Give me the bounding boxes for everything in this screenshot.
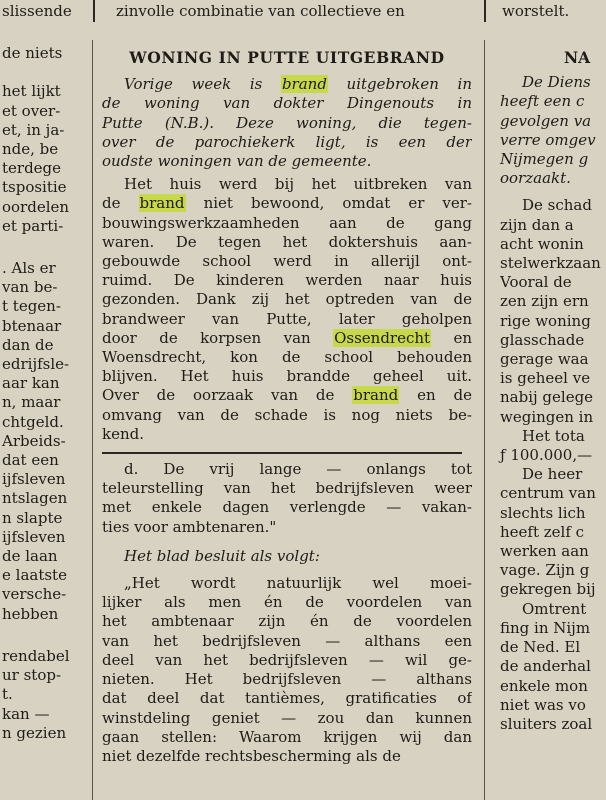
left-column-line: ijfsleven <box>2 527 66 546</box>
lead-line <box>102 114 472 133</box>
quote-line: van het bedrijfsleven — althans een <box>102 631 472 650</box>
right-column-body-line: rige woning <box>500 311 591 330</box>
body-text: brandweer van Putte, later geholpen <box>102 309 472 328</box>
body-line <box>102 425 472 444</box>
article-body <box>102 175 472 444</box>
body-text: Het huis werd bij het uitbreken van <box>124 175 472 194</box>
left-column-line: e laatste <box>2 566 67 585</box>
right-column-body-line: nabij gelege <box>500 388 594 407</box>
article-column <box>102 46 472 766</box>
article-headline: WONING IN PUTTE UITGEBRAND <box>129 48 445 67</box>
right-column-body-line: Vooral de <box>500 273 572 292</box>
right-column-body-line: ƒ 100.000,— <box>500 446 593 465</box>
right-column-lead-line: verre omgev <box>500 130 596 149</box>
left-column-line <box>0 63 80 82</box>
left-column-line: edrijfsle- <box>2 355 70 374</box>
body-text: Woensdrecht, kon de school behouden <box>102 348 472 367</box>
left-column-line: oordelen <box>2 197 70 216</box>
body-text: de <box>102 194 139 213</box>
quote-line: „Het wordt natuurlijk wel moei- <box>124 574 472 593</box>
right-column-lead-line: De Diens <box>522 73 591 92</box>
lead-line <box>102 133 472 152</box>
body-line <box>102 252 472 271</box>
right-column-body-line: sluiters zoal <box>500 714 593 733</box>
body-line <box>102 406 472 425</box>
body-text: en <box>431 328 472 347</box>
left-column-gap <box>0 236 80 259</box>
left-column-line: et parti- <box>2 216 64 235</box>
left-column-line: rendabel <box>2 646 70 665</box>
body-text: gebouwde school werd in allerijl ont- <box>102 252 472 271</box>
right-column-body-line: De heer <box>522 465 583 484</box>
right-column-body-line: De schad <box>522 196 592 215</box>
body-text: niet bewoond, omdat er ver- <box>185 194 472 213</box>
body-text: omvang van de schade is nog niets be- <box>102 405 472 424</box>
lead-text: oudste woningen van de gemeente. <box>102 152 372 171</box>
right-column-lead-line: oorzaakt. <box>500 169 571 188</box>
right-column-body-line: centrum van <box>500 484 596 503</box>
top-strip-divider-1 <box>93 0 95 22</box>
body-text: Over de oorzaak van de <box>102 386 353 405</box>
quote-line: winstdeling geniet — zou dan kunnen <box>102 708 472 727</box>
left-column <box>0 44 80 743</box>
lead-text: uitgebroken in <box>327 75 472 94</box>
right-column-body-line: glasschade <box>500 330 585 349</box>
continuation-paragraph <box>102 460 472 537</box>
right-column-body-line: fing in Nijm <box>500 618 591 637</box>
right-column-body-line: gerage waa <box>500 350 589 369</box>
left-column-line: chtgeld. <box>2 412 64 431</box>
column-rule-right <box>484 40 485 800</box>
body-text: kend. <box>102 424 144 443</box>
left-column-line: t tegen- <box>2 297 61 316</box>
left-column-line: ur stop- <box>2 666 62 685</box>
right-column-body-line: slechts lich <box>500 503 586 522</box>
right-column-headline: NA <box>564 48 591 67</box>
lead-line <box>102 75 472 94</box>
body-line <box>102 194 472 213</box>
left-column-line: btenaar <box>2 316 62 335</box>
left-column-line: terdege <box>2 159 62 178</box>
right-column-body-line: werken aan <box>500 542 589 561</box>
top-strip-right: worstelt. <box>502 2 570 20</box>
highlighted-term: brand <box>281 75 327 94</box>
right-column-body-line: vage. Zijn g <box>500 561 590 580</box>
left-column-line: et over- <box>2 101 61 120</box>
body-line <box>102 367 472 386</box>
right-column-body-line: Omtrent <box>522 599 587 618</box>
body-line <box>102 348 472 367</box>
top-strip-left: slissende <box>2 2 72 20</box>
continuation-line: ties voor ambtenaren." <box>102 517 277 536</box>
body-text: door de korpsen van <box>102 328 334 347</box>
highlighted-term: brand <box>353 386 399 405</box>
right-column-gap <box>494 188 606 196</box>
right-column-body-line: heeft zelf c <box>500 522 585 541</box>
right-column-body-line: acht wonin <box>500 234 584 253</box>
right-column-lead-line: Nijmegen g <box>500 150 589 169</box>
body-line <box>102 290 472 309</box>
highlighted-term: brand <box>139 194 185 213</box>
body-line <box>102 175 472 194</box>
quote-line: deel van het bedrijfsleven — wil ge- <box>102 650 472 669</box>
body-text: bouwingswerkzaamheden aan de gang <box>102 213 472 232</box>
lead-text: Putte (N.B.). Deze woning, die tegen- <box>102 113 472 132</box>
left-column-line: het lijkt <box>2 82 61 101</box>
left-column-line: dat een <box>2 451 59 470</box>
top-strip-middle: zinvolle combinatie van collectieve en <box>116 2 405 20</box>
body-line <box>102 329 472 348</box>
left-column-line: de laan <box>2 547 58 566</box>
lead-line <box>102 94 472 113</box>
quote-line: niet dezelfde rechtsbescherming als de <box>102 746 401 765</box>
column-rule-left <box>92 40 93 800</box>
quote-line: lijker als men én de voordelen van <box>102 593 472 612</box>
left-column-line: de niets <box>2 44 63 62</box>
lead-text: de woning van dokter Dingenouts in <box>102 94 472 113</box>
quote-line: nieten. Het bedrijfsleven — althans <box>102 670 472 689</box>
right-column-body-line: de Ned. El <box>500 638 581 657</box>
right-column-lead-line: gevolgen va <box>500 111 592 130</box>
quote-line: het ambtenaar zijn én de voordelen <box>102 612 472 631</box>
left-column-line: ijfsleven <box>2 470 66 489</box>
body-text: ruimd. De kinderen werden naar huis <box>102 271 472 290</box>
left-column-gap <box>0 624 80 647</box>
continuation-quote <box>102 574 472 766</box>
continuation-subhead: Het blad besluit als volgt: <box>124 546 320 565</box>
continuation-line: d. De vrij lange — onlangs tot <box>124 460 472 479</box>
right-column-body-line: is geheel ve <box>500 369 591 388</box>
left-column-line: nde, be <box>2 140 59 159</box>
quote-line: dat deel dat tantièmes, gratificaties of <box>102 689 472 708</box>
left-column-line: ntslagen <box>2 489 68 508</box>
quote-line: gaan stellen: Waarom krijgen wij dan <box>102 727 472 746</box>
right-column-body-line: zen zijn ern <box>500 292 589 311</box>
left-column-line: Arbeids- <box>2 431 66 450</box>
body-text: blijven. Het huis brandde geheel uit. <box>102 367 472 386</box>
body-text: gezonden. Dank zij het optreden van de <box>102 290 472 309</box>
left-column-line: . Als er <box>2 259 56 278</box>
right-column-body-line: stelwerkzaan <box>500 254 601 273</box>
left-column-line: kan — <box>2 704 50 723</box>
left-column-line: dan de <box>2 335 54 354</box>
continuation-line: teleurstelling van het bedrijfsleven weer <box>102 479 472 498</box>
left-column-line: t. <box>2 685 13 704</box>
right-column-body-line: niet was vo <box>500 695 586 714</box>
right-column-lead-line: heeft een c <box>500 92 585 111</box>
left-column-line: aar kan <box>2 374 60 393</box>
body-line <box>102 310 472 329</box>
lead-line <box>102 152 472 171</box>
right-column-body-line: gekregen bij <box>500 580 596 599</box>
continuation-line: met enkele dagen verlengde — vakan- <box>102 498 472 517</box>
right-column-body-line: enkele mon <box>500 676 588 695</box>
right-column <box>494 44 606 734</box>
left-column-line: n gezien <box>2 723 67 742</box>
right-column-body-line: zijn dan a <box>500 215 574 234</box>
body-line <box>102 271 472 290</box>
left-column-line: van be- <box>2 278 58 297</box>
body-line <box>102 386 472 405</box>
right-column-body-line: wegingen in <box>500 407 594 426</box>
body-line <box>102 214 472 233</box>
left-column-line: et, in ja- <box>2 120 65 139</box>
right-column-body-line: de anderhal <box>500 657 591 676</box>
article-separator <box>102 452 462 454</box>
lead-text: over de parochiekerk ligt, is een der <box>102 132 472 151</box>
body-line <box>102 233 472 252</box>
left-column-line: versche- <box>2 585 67 604</box>
left-column-line: n, maar <box>2 393 61 412</box>
lead-text: Vorige week is <box>124 75 281 94</box>
top-strip-divider-2 <box>484 0 486 22</box>
left-column-line: tspositie <box>2 178 67 197</box>
left-column-line: n slapte <box>2 508 63 527</box>
right-column-body-line: Het tota <box>522 426 585 445</box>
body-text: waren. De tegen het doktershuis aan- <box>102 232 472 251</box>
article-lead <box>102 75 472 171</box>
body-text: en de <box>399 386 472 405</box>
highlighted-term: Ossendrecht <box>334 328 431 347</box>
left-column-line: hebben <box>2 604 59 623</box>
